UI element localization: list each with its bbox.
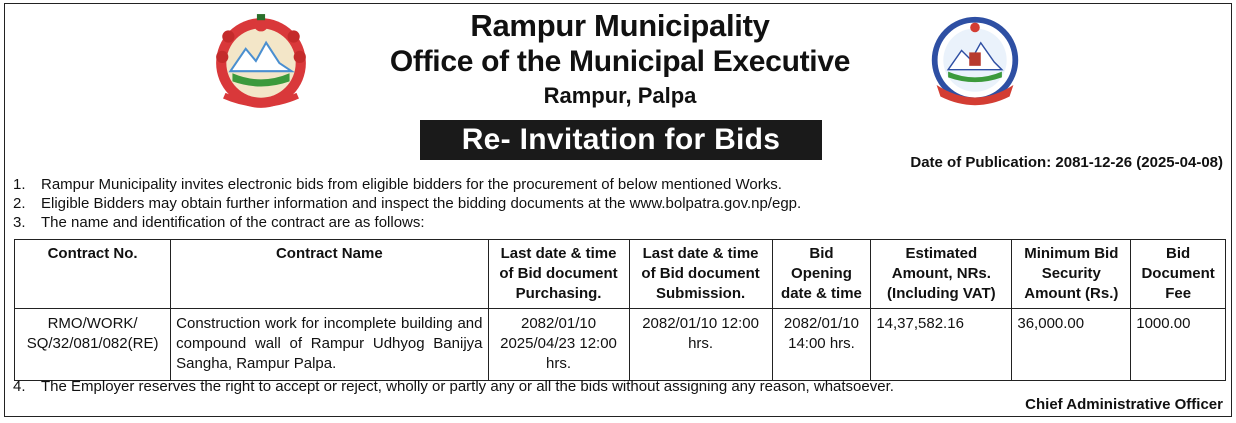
office-location: Rampur, Palpa [543, 83, 697, 108]
point-text: The Employer reserves the right to accept or reject, wholly or partly any or all the bids without assigning any reason, whatsoever. [41, 378, 894, 395]
point-text: Eligible Bidders may obtain further information and inspect the bidding documents at the www.bolpatra.gov.np/egp. [41, 195, 802, 212]
list-item [13, 175, 1223, 194]
cell-estimated-amount: 14,37,582.16 [871, 309, 1012, 381]
municipality-name: Rampur Municipality [470, 8, 770, 43]
notice-points [13, 175, 1223, 232]
list-item [13, 377, 894, 396]
table-header-row [15, 240, 1226, 309]
office-name: Office of the Municipal Executive [389, 45, 851, 78]
publication-date: Date of Publication: 2081-12-26 (2025-04-08) [910, 154, 1223, 171]
point-number: 2. [13, 195, 26, 212]
point-text: The name and identification of the contract are as follows: [41, 214, 425, 231]
point-number: 4. [13, 378, 26, 395]
notice-title-banner: Re- Invitation for Bids [420, 120, 822, 160]
cell-bid-security: 36,000.00 [1012, 309, 1131, 381]
table-row [15, 309, 1226, 381]
point-text: Rampur Municipality invites electronic bids from eligible bidders for the procurement of below mentioned Works. [41, 176, 782, 193]
cell-document-fee: 1000.00 [1131, 309, 1226, 381]
cell-contract-no: RMO/WORK/ SQ/32/081/082(RE) [15, 309, 171, 381]
list-item [13, 213, 1223, 232]
national-emblem-icon [210, 10, 312, 112]
municipality-logo-icon [927, 14, 1023, 110]
point-number: 3. [13, 214, 26, 231]
title-block [345, 8, 895, 110]
notice-header [5, 4, 1231, 171]
column-header-estimated-amount: Estimated Amount, NRs. (Including VAT) [871, 240, 1012, 309]
list-item [13, 194, 1223, 213]
notice-page [4, 3, 1232, 417]
column-header-contract-name: Contract Name [171, 240, 488, 309]
cell-purchase-deadline: 2082/01/10 2025/04/23 12:00 hrs. [488, 309, 629, 381]
cell-contract-name: Construction work for incomplete building and compound wall of Rampur Udhyog Banijya Sangha, Rampur Palpa. [171, 309, 488, 381]
contract-table [14, 239, 1226, 381]
column-header-bid-security: Minimum Bid Security Amount (Rs.) [1012, 240, 1131, 309]
signatory-title: Chief Administrative Officer [1025, 396, 1223, 413]
column-header-purchase-deadline: Last date & time of Bid document Purchasing. [488, 240, 629, 309]
cell-bid-opening: 2082/01/10 14:00 hrs. [772, 309, 871, 381]
column-header-document-fee: Bid Document Fee [1131, 240, 1226, 309]
cell-submission-deadline: 2082/01/10 12:00 hrs. [629, 309, 772, 381]
point-number: 1. [13, 176, 26, 193]
column-header-contract-no: Contract No. [15, 240, 171, 309]
column-header-bid-opening: Bid Opening date & time [772, 240, 871, 309]
column-header-submission-deadline: Last date & time of Bid document Submission. [629, 240, 772, 309]
